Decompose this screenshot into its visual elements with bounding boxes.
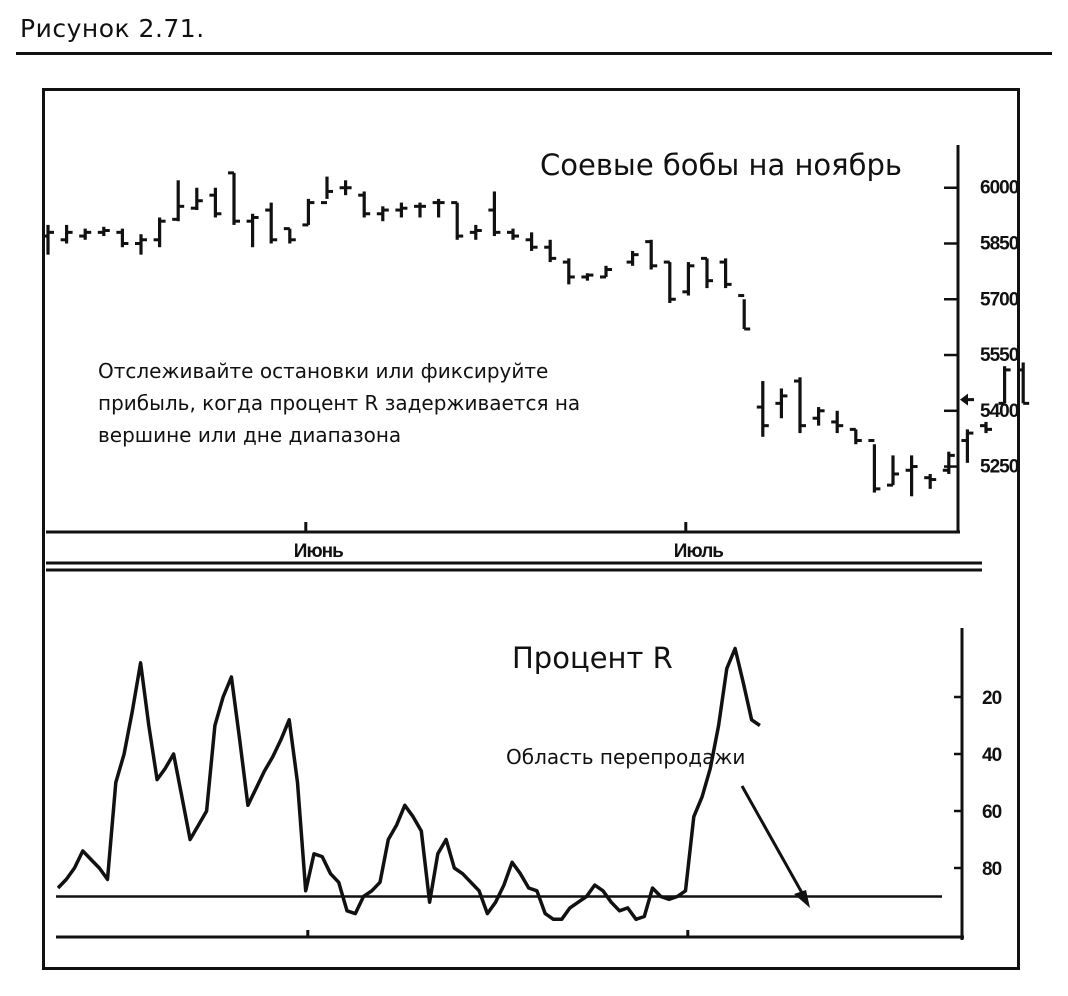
ohlc-bar bbox=[284, 229, 296, 244]
percent-r-title: Процент R bbox=[512, 641, 673, 675]
ohlc-bar bbox=[433, 199, 445, 218]
price-x-axis bbox=[46, 522, 960, 562]
ohlc-bar bbox=[395, 203, 407, 218]
ohlc-bar bbox=[813, 407, 825, 426]
ohlc-bar bbox=[943, 452, 955, 474]
percent-r-y-tick-label: 80 bbox=[982, 859, 1002, 880]
price-x-tick-label: Июнь bbox=[293, 541, 343, 562]
ohlc-bar bbox=[664, 262, 676, 303]
ohlc-bar bbox=[924, 474, 936, 489]
ohlc-bar bbox=[980, 422, 992, 433]
ohlc-bar bbox=[135, 234, 147, 254]
ohlc-bar bbox=[154, 217, 166, 247]
ohlc-bar bbox=[247, 214, 259, 247]
ohlc-bar bbox=[98, 227, 110, 236]
ohlc-bar bbox=[414, 203, 426, 218]
ohlc-bar bbox=[600, 266, 612, 277]
ohlc-bar bbox=[738, 296, 750, 329]
ohlc-bar bbox=[358, 191, 370, 217]
ohlc-bar bbox=[451, 203, 463, 240]
annotation-line-1: Отслеживайте остановки или фиксируйте bbox=[98, 359, 549, 383]
price-y-tick-label: 5850 bbox=[980, 233, 1019, 255]
percent-r-y-tick-label: 40 bbox=[982, 745, 1002, 766]
price-marker-arrowhead bbox=[960, 394, 968, 406]
percent-r-panel bbox=[56, 628, 1002, 940]
ohlc-bar bbox=[377, 206, 389, 221]
ohlc-bar bbox=[581, 273, 593, 280]
ohlc-bar bbox=[701, 258, 713, 288]
oversold-arrow-shaft bbox=[742, 786, 806, 900]
ohlc-bar bbox=[831, 411, 843, 433]
ohlc-bar bbox=[794, 377, 806, 433]
ohlc-bar bbox=[116, 229, 128, 248]
ohlc-bar bbox=[906, 455, 918, 496]
ohlc-bar bbox=[544, 240, 556, 262]
ohlc-bar bbox=[887, 455, 899, 485]
ohlc-bar bbox=[563, 258, 575, 284]
ohlc-bar bbox=[961, 429, 973, 462]
ohlc-bar bbox=[1017, 362, 1029, 403]
ohlc-bar bbox=[42, 225, 54, 255]
price-y-tick-label: 5550 bbox=[980, 345, 1019, 367]
ohlc-bar bbox=[191, 188, 203, 210]
ohlc-bar bbox=[302, 199, 314, 225]
oversold-arrow-head bbox=[794, 890, 810, 908]
ohlc-bar bbox=[720, 258, 732, 288]
annotation-line-3: вершине или дне диапазона bbox=[98, 423, 402, 447]
price-x-tick-label: Июль bbox=[673, 541, 723, 562]
ohlc-bar bbox=[61, 225, 73, 244]
ohlc-bar bbox=[627, 251, 639, 266]
ohlc-bar bbox=[850, 429, 862, 444]
ohlc-bar bbox=[265, 203, 277, 244]
ohlc-bar bbox=[228, 173, 240, 225]
price-bars bbox=[42, 173, 1029, 496]
ohlc-bar bbox=[868, 441, 880, 493]
price-y-axis bbox=[944, 145, 1019, 532]
ohlc-bar bbox=[757, 381, 769, 437]
ohlc-bar bbox=[321, 177, 333, 203]
price-y-tick-label: 6000 bbox=[980, 177, 1019, 199]
ohlc-bar bbox=[507, 229, 519, 240]
annotation-line-2: прибыль, когда процент R задерживается на bbox=[98, 391, 581, 415]
ohlc-bar bbox=[682, 262, 694, 295]
percent-r-y-tick-label: 20 bbox=[982, 688, 1002, 709]
price-y-tick-label: 5400 bbox=[980, 400, 1019, 422]
price-panel bbox=[42, 145, 1029, 562]
ohlc-bar bbox=[172, 180, 184, 221]
price-chart-title: Соевые бобы на ноябрь bbox=[540, 148, 902, 182]
percent-r-y-tick-label: 60 bbox=[982, 802, 1002, 823]
ohlc-bar bbox=[999, 366, 1011, 403]
figure-caption: Рисунок 2.71. bbox=[20, 14, 205, 43]
ohlc-bar bbox=[79, 229, 91, 240]
oversold-annotation: Область перепродажи bbox=[506, 745, 746, 769]
ohlc-bar bbox=[526, 232, 538, 251]
percent-r-series-line bbox=[58, 649, 760, 920]
percent-r-line bbox=[58, 649, 760, 920]
ohlc-bar bbox=[340, 180, 352, 195]
ohlc-bar bbox=[209, 188, 221, 218]
price-y-tick-label: 5700 bbox=[980, 289, 1019, 311]
ohlc-bar bbox=[470, 225, 482, 240]
price-y-tick-label: 5250 bbox=[980, 456, 1019, 478]
ohlc-bar bbox=[775, 388, 787, 418]
ohlc-bar bbox=[488, 191, 500, 236]
ohlc-bar bbox=[645, 240, 657, 270]
